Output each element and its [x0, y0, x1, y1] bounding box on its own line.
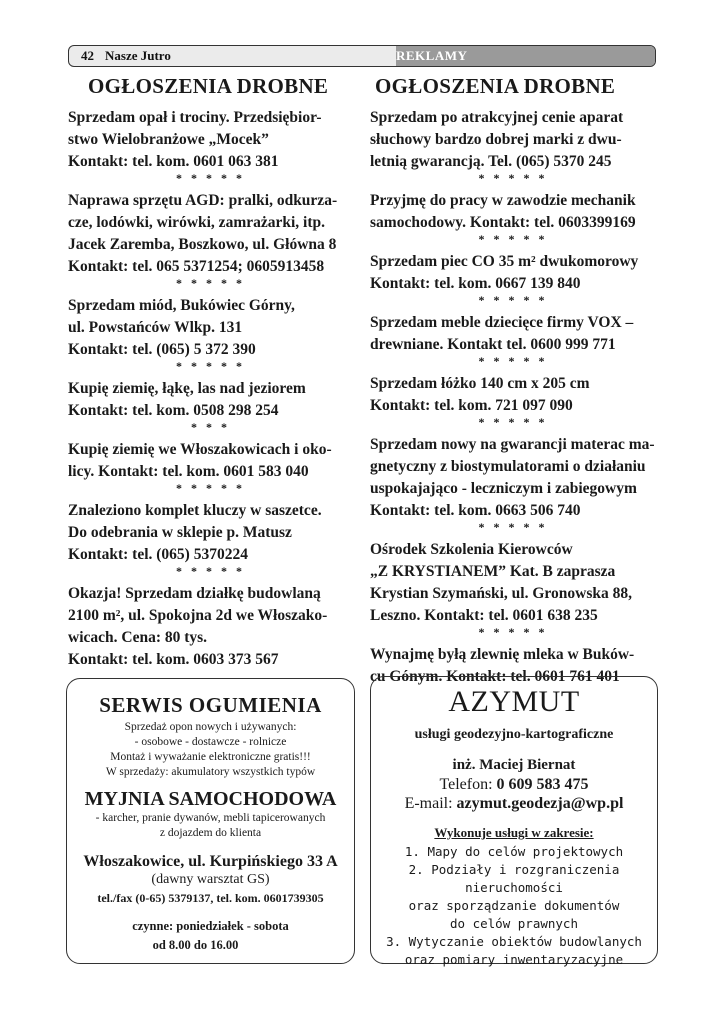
classified-ad — [68, 500, 353, 566]
section-label: REKLAMY — [396, 46, 655, 66]
azymut-phone-row — [371, 776, 657, 794]
azymut-service: 3. Wytyczanie obiektów budowlanych — [386, 934, 642, 949]
classified-ad — [68, 378, 353, 422]
ad-line: drewniane. Kontakt tel. 0600 999 771 — [370, 336, 616, 353]
ad-line: Kontakt: tel. kom. 721 097 090 — [370, 397, 573, 414]
azymut-title: AZYMUT — [448, 685, 580, 718]
ad-separator: * * * * * — [176, 481, 245, 495]
ad-line: stwo Wielobranżowe „Mocek” — [68, 131, 269, 148]
classified-ad — [370, 190, 656, 234]
tire-service-ad — [66, 678, 355, 964]
tire-address: Włoszakowice, ul. Kurpińskiego 33 A — [83, 853, 338, 870]
azymut-phone-label: Telefon: — [439, 776, 493, 793]
azymut-service: 1. Mapy do celów projektowych — [404, 844, 624, 859]
azymut-phone: 0 609 583 475 — [496, 776, 589, 793]
tire-service-title: SERWIS OGUMIENIA — [99, 693, 322, 717]
ad-line: Kupię ziemię, łąkę, las nad jeziorem — [68, 380, 306, 397]
ad-line: Kupię ziemię we Włoszakowicach i oko- — [68, 441, 332, 458]
tire-hours-time: od 8.00 do 16.00 — [152, 938, 239, 952]
ad-line: uspokajająco - leczniczym i zabiegowym — [370, 480, 637, 497]
tire-line: Montaż i wyważanie elektroniczne gratis!!! — [110, 751, 311, 763]
left-ads-column — [68, 74, 353, 671]
azymut-email: azymut.geodezja@wp.pl — [456, 795, 624, 812]
right-ads-column — [370, 74, 656, 688]
ad-separator: * * * * * — [478, 625, 548, 639]
classified-ad — [68, 583, 353, 671]
ad-line: Naprawa sprzętu AGD: pralki, odkurza- — [68, 192, 338, 209]
classified-ad — [370, 251, 656, 295]
classified-ad — [370, 434, 656, 522]
page-number: 42 — [81, 48, 94, 63]
ad-line: Sprzedam po atrakcyjnej cenie aparat — [370, 109, 624, 126]
classified-ad — [370, 539, 656, 627]
ad-line: gnetyczny z biostymulatorami o działaniu — [370, 458, 646, 475]
ad-line: Sprzedam piec CO 35 m² dwukomorowy — [370, 253, 639, 270]
ad-separator: * * * * * — [478, 293, 548, 307]
ad-line: ul. Powstańców Wlkp. 131 — [68, 319, 243, 336]
ad-line: Do odebrania w sklepie p. Matusz — [68, 524, 292, 541]
azymut-subtitle: usługi geodezyjno-kartograficzne — [414, 727, 614, 742]
ad-line: Jacek Zaremba, Boszkowo, ul. Główna 8 — [68, 236, 337, 253]
ad-line: cu Gónym. Kontakt: tel. 0601 761 401 — [370, 668, 620, 685]
ad-line: Krystian Szymański, ul. Gronowska 88, — [370, 585, 632, 602]
ad-line: Znaleziono komplet kluczy w saszetce. — [68, 502, 322, 519]
azymut-ad — [370, 676, 658, 967]
classified-ad — [370, 107, 656, 173]
ad-line: Przyjmę do pracy w zawodzie mechanik — [370, 192, 636, 209]
ad-line: Kontakt: tel. 065 5371254; 0605913458 — [68, 258, 325, 275]
ad-line: Kontakt: tel. (065) 5370224 — [68, 546, 248, 563]
ad-line: Kontakt: tel. (065) 5 372 390 — [68, 341, 256, 358]
azymut-service: do celów prawnych — [450, 916, 578, 931]
ad-line: Sprzedam meble dziecięce firmy VOX – — [370, 314, 634, 331]
ad-line: Kontakt: tel. kom. 0667 139 840 — [370, 275, 581, 292]
ad-line: Kontakt: tel. kom. 0601 063 381 — [68, 153, 279, 170]
classified-ad — [370, 312, 656, 356]
ad-line: Leszno. Kontakt: tel. 0601 638 235 — [370, 607, 598, 624]
classified-ad — [370, 373, 656, 417]
tire-hours: czynne: poniedziałek - sobota — [132, 919, 289, 933]
classified-ad — [68, 439, 353, 483]
car-wash-line: z dojazdem do klienta — [159, 827, 262, 839]
ad-line: Kontakt: tel. kom. 0663 506 740 — [370, 502, 581, 519]
ad-line: Okazja! Sprzedam działkę budowlaną — [68, 585, 321, 602]
azymut-service: oraz sporządzanie dokumentów — [408, 898, 620, 913]
ad-separator: * * * — [191, 420, 230, 434]
azymut-service: oraz pomiary inwentaryzacyjne — [404, 952, 624, 967]
ad-line: Sprzedam nowy na gwarancji materac ma- — [370, 436, 655, 453]
tire-phones: tel./fax (0-65) 5379137, tel. kom. 0601739305 — [97, 891, 324, 905]
ad-separator: * * * * * — [176, 564, 245, 578]
classified-ad — [68, 107, 353, 173]
right-column-title: OGŁOSZENIA DROBNE — [375, 74, 616, 98]
ad-line: samochodowy. Kontakt: tel. 0603399169 — [370, 214, 636, 231]
azymut-email-label: E-mail: — [404, 795, 453, 812]
azymut-person: inż. Maciej Biernat — [452, 757, 576, 773]
left-column-title: OGŁOSZENIA DROBNE — [88, 74, 329, 98]
ad-line: Sprzedam łóżko 140 cm x 205 cm — [370, 375, 590, 392]
ad-line: 2100 m², ul. Spokojna 2d we Włoszako- — [68, 607, 328, 624]
magazine-name: Nasze Jutro — [105, 48, 171, 63]
ad-line: wicach. Cena: 80 tys. — [68, 629, 208, 646]
page-header — [68, 45, 656, 67]
ad-separator: * * * * * — [478, 171, 548, 185]
ad-line: cze, lodówki, wirówki, zamrażarki, itp. — [68, 214, 326, 231]
tire-line: Sprzedaż opon nowych i używanych: — [124, 721, 297, 733]
ad-separator: * * * * * — [478, 354, 548, 368]
ad-line: letnią gwarancją. Tel. (065) 5370 245 — [370, 153, 612, 170]
ad-line: Kontakt: tel. kom. 0508 298 254 — [68, 402, 279, 419]
tire-address-note: (dawny warsztat GS) — [151, 872, 270, 887]
ad-separator: * * * * * — [478, 415, 548, 429]
ad-separator: * * * * * — [176, 171, 245, 185]
azymut-service: 2. Podziały i rozgraniczenia nieruchomości — [408, 862, 620, 895]
tire-line: W sprzedaży: akumulatory wszystkich typów — [105, 766, 316, 778]
tire-line: - osobowe - dostawcze - rolnicze — [134, 736, 287, 748]
ad-line: Sprzedam opał i trociny. Przedsiębior- — [68, 109, 322, 126]
ad-separator: * * * * * — [478, 232, 548, 246]
ad-line: Wynajmę byłą zlewnię mleka w Buków- — [370, 646, 635, 663]
ad-separator: * * * * * — [176, 276, 245, 290]
azymut-services-header: Wykonuje usługi w zakresie: — [434, 825, 594, 840]
ad-line: „Z KRYSTIANEM” Kat. B zaprasza — [370, 563, 616, 580]
ad-line: licy. Kontakt: tel. kom. 0601 583 040 — [68, 463, 309, 480]
ad-line: Kontakt: tel. kom. 0603 373 567 — [68, 651, 279, 668]
car-wash-line: - karcher, pranie dywanów, mebli tapicerowanych — [95, 812, 326, 824]
classified-ad — [68, 295, 353, 361]
ad-separator: * * * * * — [478, 520, 548, 534]
ad-line: Ośrodek Szkolenia Kierowców — [370, 541, 573, 558]
ad-line: słuchowy bardzo dobrej marki z dwu- — [370, 131, 622, 148]
car-wash-title: MYJNIA SAMOCHODOWA — [84, 788, 337, 810]
azymut-email-row — [371, 795, 657, 813]
classified-ad — [68, 190, 353, 278]
ad-separator: * * * * * — [176, 359, 245, 373]
ad-line: Sprzedam miód, Bukówiec Górny, — [68, 297, 295, 314]
